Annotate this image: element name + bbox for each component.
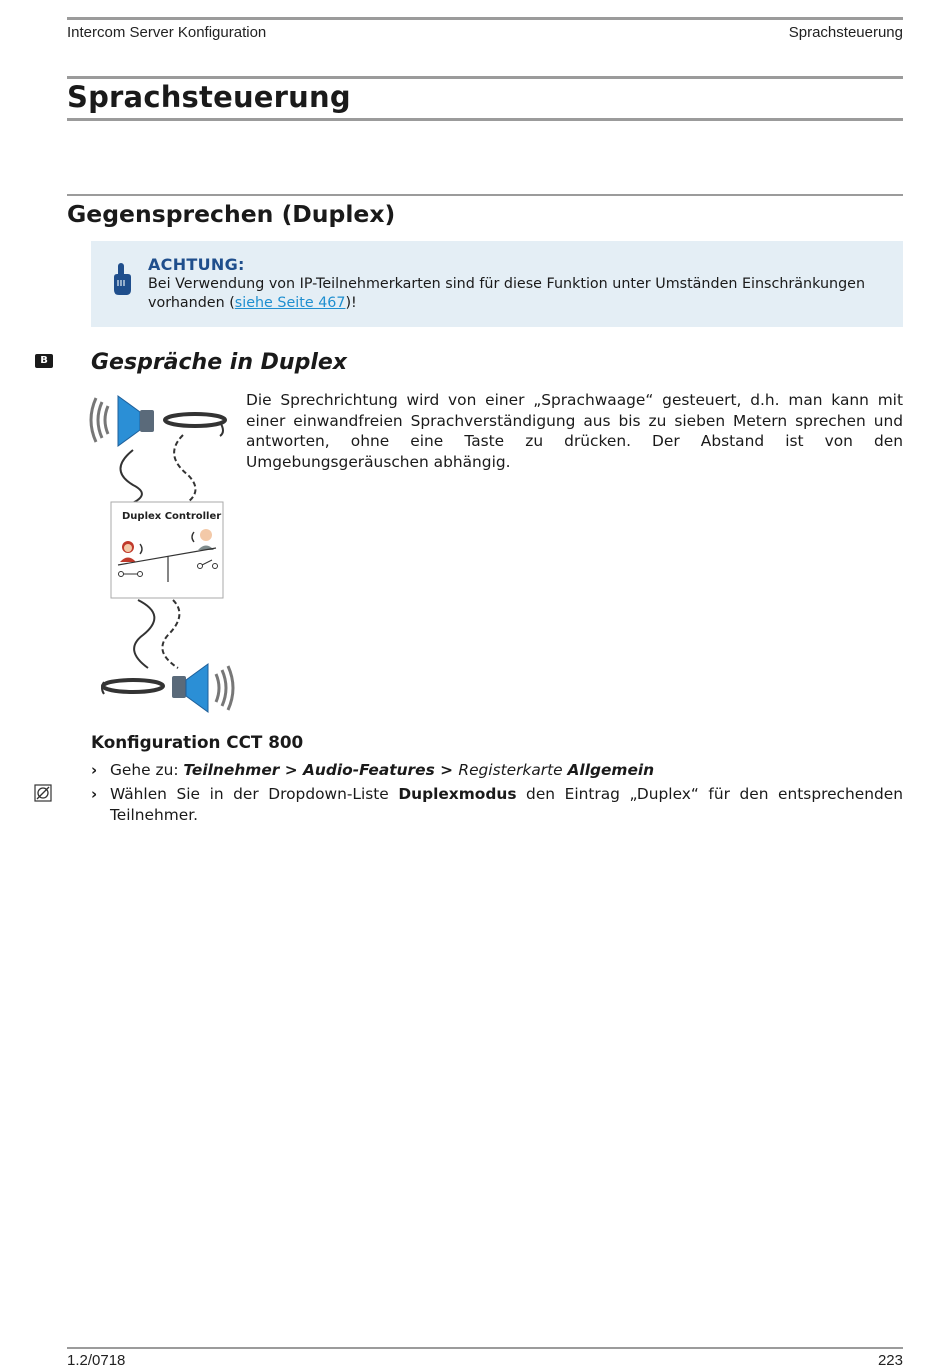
description-text: Die Sprechrichtung wird von einer „Sprachwaage“ gesteuert, d.h. man kann mit einer einwandfreien Sprachverständigung aus bis zu sieben Metern sprechen und antworten, ohne eine Taste zu drücken. Der Abstand ist von den Umgebungsgeräuschen abhängig. [246,391,903,471]
config-step-1 [91,760,903,781]
pointing-hand-icon [111,262,133,298]
duplex-figure [88,390,238,720]
chevron-right-icon: › [91,761,98,779]
title-top-rule [67,76,903,79]
warning-note [91,241,903,327]
note-title: ACHTUNG: [148,255,245,274]
microphone-icon [102,680,163,694]
step1-path2: Audio-Features [302,761,435,779]
note-text-before: Bei Verwendung von IP-Teilnehmerkarten sind für diese Funktion unter Umständen Einschränkungen vorhanden ( [148,276,865,311]
step1-path1: Teilnehmer [183,761,280,779]
step1-sep2: > [434,761,459,779]
section-title: Gegensprechen (Duplex) [67,200,396,228]
microphone-icon [165,414,225,436]
step1-sep1: > [279,761,303,779]
step1-prefix: Gehe zu: [110,761,184,779]
note-text [148,275,893,313]
chevron-right-icon: › [91,785,98,803]
title-bottom-rule [67,118,903,121]
step1-tab-word: Registerkarte [458,761,563,779]
subsection-title: Gespräche in Duplex [91,350,347,375]
footer-version: 1.2/0718 [67,1352,126,1369]
step1-tab-name: Allgemein [567,761,655,779]
speaker-icon [91,396,154,446]
header-left: Intercom Server Konfiguration [67,24,267,41]
note-text-after: )! [345,295,357,311]
config-title: Konfiguration CCT 800 [91,732,304,752]
speaker-icon [172,664,233,712]
header-right: Sprachsteuerung [788,24,903,41]
header-top-rule [67,17,903,20]
page-link[interactable]: siehe Seite 467 [234,295,346,311]
step2-after: den Eintrag „Duplex“ für den entsprechenden Teilnehmer. [110,785,903,824]
page-number: 223 [877,1352,903,1369]
checkbox-crossed-icon [34,784,52,802]
step2-before: Wählen Sie in der Dropdown-Liste [110,785,399,803]
page-title: Sprachsteuerung [67,80,351,114]
footer-rule [67,1347,903,1349]
step2-field: Duplexmodus [398,785,517,803]
controller-label: Duplex Controller [122,511,222,522]
margin-badge: B [35,354,53,368]
config-step-2 [91,784,903,825]
section-top-rule [67,194,903,196]
